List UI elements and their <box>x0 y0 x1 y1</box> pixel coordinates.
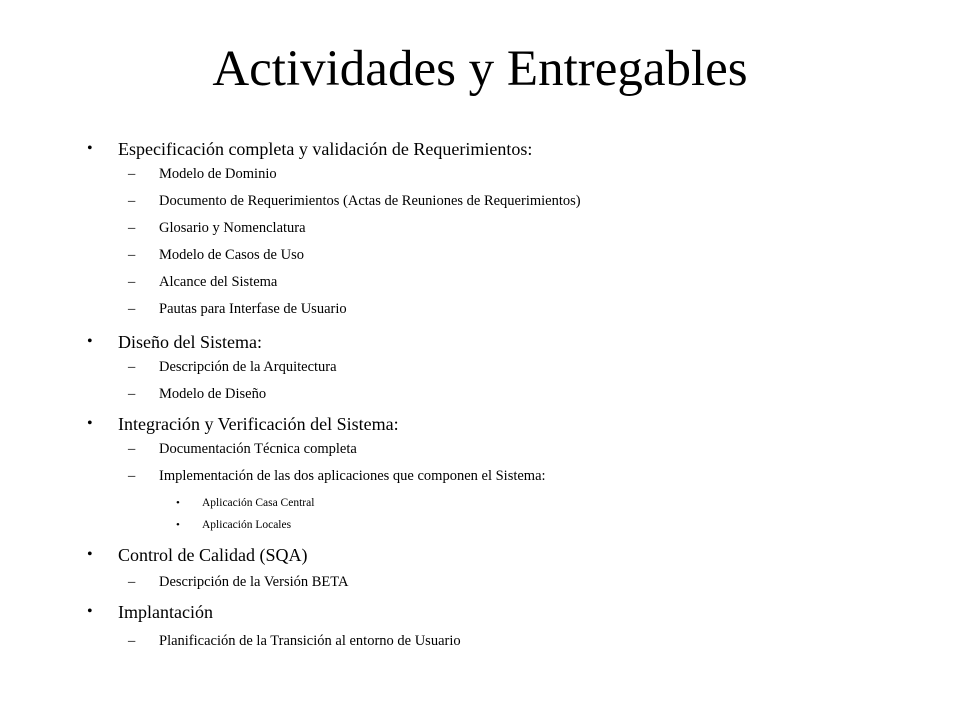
list-item-text: Implantación <box>118 602 213 622</box>
dash-icon: – <box>128 193 136 209</box>
sub-list-item-text: Modelo de Diseño <box>159 386 267 402</box>
dash-icon: – <box>128 166 136 182</box>
bullet-icon: • <box>87 333 93 350</box>
dash-icon: – <box>128 386 136 402</box>
slide-title: Actividades y Entregables <box>212 41 748 97</box>
sub-list-item-text: Planificación de la Transición al entorno de Usuario <box>159 633 461 649</box>
bullet-icon: • <box>87 546 93 563</box>
sub-list-item-text: Modelo de Dominio <box>159 166 277 182</box>
sub-list-item-text: Descripción de la Arquitectura <box>159 359 337 375</box>
sub-list-item-text: Documento de Requerimientos (Actas de Reuniones de Requerimientos) <box>159 193 581 209</box>
bullet-icon: • <box>176 497 180 509</box>
dash-icon: – <box>128 633 136 649</box>
dash-icon: – <box>128 468 136 484</box>
dash-icon: – <box>128 574 136 590</box>
sub-list-item-text: Pautas para Interfase de Usuario <box>159 301 347 317</box>
sub-sub-list-item-text: Aplicación Casa Central <box>202 497 315 509</box>
bullet-icon: • <box>87 603 93 620</box>
sub-list-item-text: Implementación de las dos aplicaciones que componen el Sistema: <box>159 468 546 484</box>
sub-list-item-text: Descripción de la Versión BETA <box>159 574 349 590</box>
list-item-text: Integración y Verificación del Sistema: <box>118 414 399 434</box>
dash-icon: – <box>128 359 136 375</box>
list-item-text: Diseño del Sistema: <box>118 332 262 352</box>
dash-icon: – <box>128 220 136 236</box>
dash-icon: – <box>128 274 136 290</box>
sub-list-item-text: Modelo de Casos de Uso <box>159 247 304 263</box>
dash-icon: – <box>128 301 136 317</box>
list-item-text: Control de Calidad (SQA) <box>118 545 308 565</box>
bullet-icon: • <box>87 415 93 432</box>
list-item-text: Especificación completa y validación de Requerimientos: <box>118 139 533 159</box>
sub-list-item-text: Glosario y Nomenclatura <box>159 220 306 236</box>
sub-sub-list-item-text: Aplicación Locales <box>202 519 292 531</box>
sub-list-item-text: Alcance del Sistema <box>159 274 278 290</box>
sub-list-item-text: Documentación Técnica completa <box>159 441 357 457</box>
bullet-icon: • <box>87 140 93 157</box>
bullet-icon: • <box>176 519 180 531</box>
dash-icon: – <box>128 441 136 457</box>
dash-icon: – <box>128 247 136 263</box>
